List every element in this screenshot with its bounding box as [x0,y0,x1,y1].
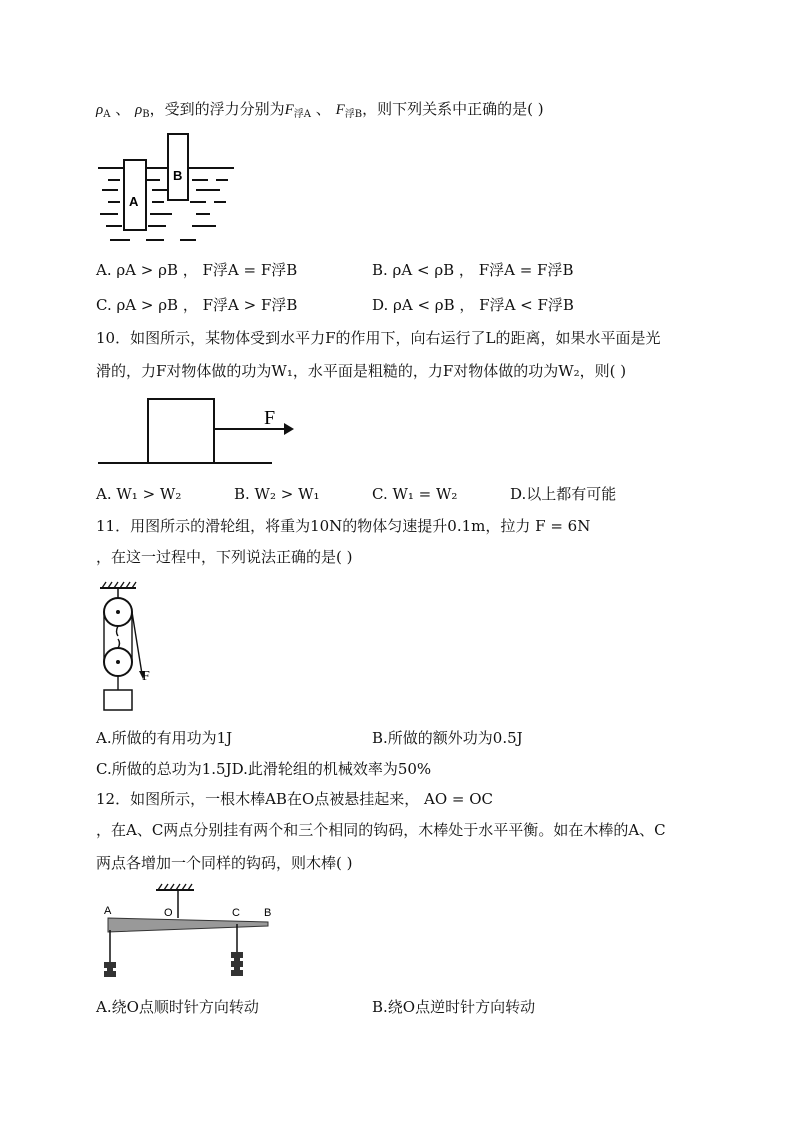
subscript: B [142,109,150,120]
label-a: A [104,905,112,917]
label-a: A [129,194,139,209]
rho-symbol: ρ [96,102,104,118]
q9-option-b[interactable]: B. ρA < ρB ， F浮A = F浮B [372,261,574,279]
q10-option-d[interactable]: D.以上都有可能 [510,485,617,503]
q12-option-b[interactable]: B.绕O点逆时针方向转动 [372,998,536,1016]
force-symbol: F [335,102,345,118]
force-symbol: F [284,102,294,118]
q11-option-b[interactable]: B.所做的额外功为0.5J [372,729,523,747]
q9-option-d[interactable]: D. ρA < ρB ， F浮A < F浮B [372,296,574,314]
force-label: F [142,669,150,684]
q12-stem-line2: ，在A、C两点分别挂有两个和三个相同的钩码，木棒处于水平平衡。如在木棒的A、C [96,821,666,839]
q9-option-c[interactable]: C. ρA > ρB ， F浮A > F浮B [96,296,298,314]
q10-option-b[interactable]: B. W₂ > W₁ [234,485,320,503]
separator: 、 [115,100,131,118]
q9-option-a[interactable]: A. ρA > ρB ， F浮A = F浮B [96,261,298,279]
q11-figure [96,582,166,714]
label-c: C [232,907,240,919]
q12-figure [96,884,282,982]
separator: 、 [315,100,331,118]
arrow-head-icon [284,423,294,435]
force-label: F [264,407,276,429]
intro-text: ，受到的浮力分别为 [149,100,285,118]
hook-weights-c [231,952,243,976]
intro-text: ，则下列关系中正确的是( ) [362,100,544,118]
label-b: B [264,907,272,919]
subscript: 浮B [344,109,363,120]
subscript: A [103,109,111,120]
q9-figure [96,128,236,248]
q12-option-a[interactable]: A.绕O点顺时针方向转动 [96,998,259,1016]
q10-figure [96,396,296,468]
label-o: O [164,907,173,919]
q11-stem-line2: ，在这一过程中，下列说法正确的是( ) [96,548,353,566]
block-b [168,134,188,200]
weight-block [104,690,132,710]
box [148,399,214,463]
q11-option-cd[interactable]: C.所做的总功为1.5JD.此滑轮组的机械效率为50% [96,760,432,778]
q9-intro [96,98,544,126]
hook-weights-a [104,962,116,977]
q11-stem-line1: 11．用图所示的滑轮组，将重为10N的物体匀速提升0.1m，拉力 F = 6N [96,517,591,535]
rho-symbol: ρ [135,102,143,118]
q12-stem-line1: 12．如图所示，一根木棒AB在O点被悬挂起来， AO = OC [96,790,494,808]
q10-option-a[interactable]: A. W₁ > W₂ [96,485,182,503]
q10-option-c[interactable]: C. W₁ = W₂ [372,485,458,503]
q10-stem-line2: 滑的，力F对物体做的功为W₁，水平面是粗糙的，力F对物体做的功为W₂，则( ) [96,362,627,380]
q10-stem-line1: 10．如图所示，某物体受到水平力F的作用下，向右运行了L的距离，如果水平面是光 [96,329,661,347]
subscript: 浮A [293,109,311,120]
q12-stem-line3: 两点各增加一个同样的钩码，则木棒( ) [96,854,353,872]
q11-option-a[interactable]: A.所做的有用功为1J [96,729,233,747]
lever-rod [108,918,268,932]
label-b: B [173,168,183,183]
